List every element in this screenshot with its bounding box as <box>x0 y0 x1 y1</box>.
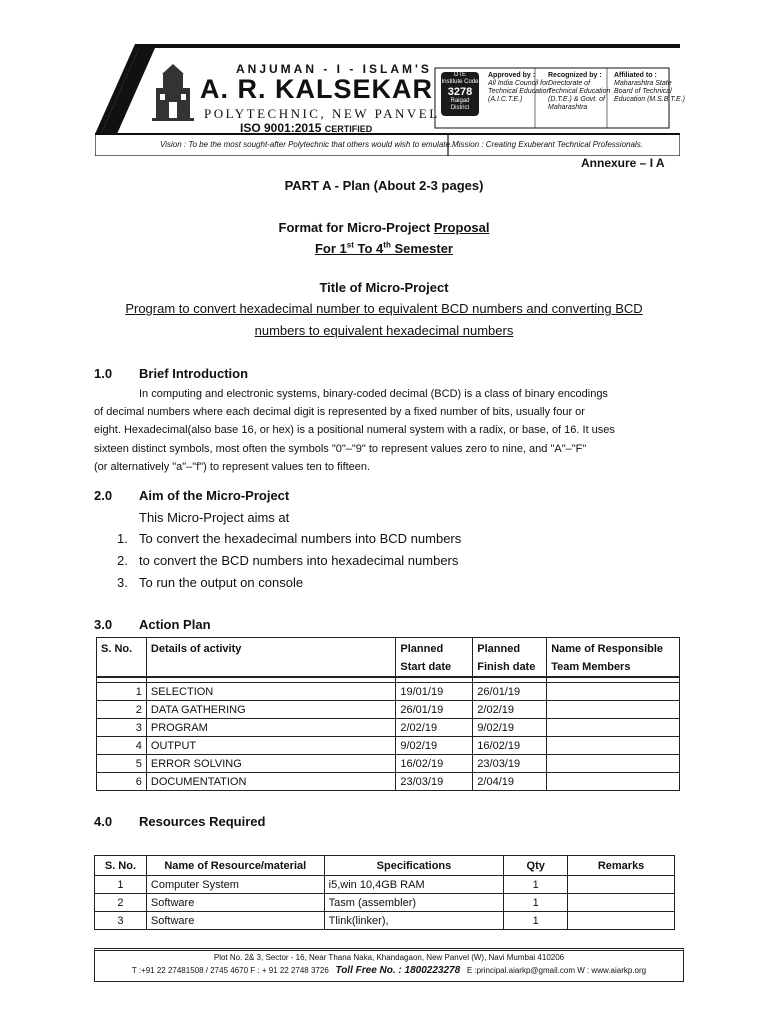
table-cell: 3 <box>95 912 147 930</box>
table-cell <box>568 912 675 930</box>
column-header: Specifications <box>324 856 504 876</box>
table-cell: 3 <box>97 719 147 737</box>
list-item: to convert the BCD numbers into hexadecimal numbers <box>139 553 459 568</box>
part-title: PART A - Plan (About 2-3 pages) <box>284 178 484 193</box>
table-cell: i5,win 10,4GB RAM <box>324 876 504 894</box>
table-cell: 26/01/19 <box>473 683 547 701</box>
list-item: To run the output on console <box>139 575 304 590</box>
column-header: Planned Start date <box>396 638 473 678</box>
footer-phone: T :+91 22 27481508 / 2745 4670 F : + 91 22 2748 3726 <box>131 966 329 975</box>
table-cell <box>568 894 675 912</box>
table-cell: 19/01/19 <box>396 683 473 701</box>
recognized-by: Recognized by : Directorate of Technical Education (D.T.E.) & Govt. of Maharashtra <box>548 72 611 111</box>
footer-toll-free: Toll Free No. : 1800223278 <box>335 965 461 976</box>
footer-email-web: E :principal.aiarkp@gmail.com W : www.aiarkp.org <box>466 966 647 975</box>
table-cell: 1 <box>504 894 568 912</box>
table-cell: DOCUMENTATION <box>146 773 395 791</box>
table-header-row <box>95 856 675 876</box>
section-number: 4.0 <box>94 814 113 829</box>
column-header: Remarks <box>568 856 675 876</box>
paragraph-line: (or alternatively "a"–"f") to represent values ten to fifteen. <box>94 460 371 473</box>
action-plan-table <box>96 637 680 791</box>
column-header: Qty <box>504 856 568 876</box>
table-cell: 1 <box>504 876 568 894</box>
table-cell: 26/01/19 <box>396 701 473 719</box>
table-cell: 5 <box>97 755 147 773</box>
resources-table <box>94 855 675 930</box>
section-heading: Brief Introduction <box>139 366 249 381</box>
iso-certification: ISO 9001:2015 CERTIFIED <box>240 121 373 135</box>
list-number: 1. <box>117 531 128 546</box>
table-cell: 23/03/19 <box>473 755 547 773</box>
section-number: 2.0 <box>94 488 113 503</box>
table-row <box>95 876 675 894</box>
paragraph-line: of decimal numbers where each decimal digit is represented by a fixed number of bits, usually four or <box>94 406 585 419</box>
mission-statement: Mission : Creating Exuberant Technical Professionals. <box>452 140 643 149</box>
paragraph-line: eight. Hexadecimal(also base 16, or hex) is a positional numeral system with a radix, or base, of 16. It uses <box>94 424 615 437</box>
table-cell: 9/02/19 <box>473 719 547 737</box>
page-footer <box>94 948 684 982</box>
footer-address: Plot No. 2& 3, Sector - 16, Near Thana Naka, Khandagaon, New Panvel (W), Navi Mumbai 410206 <box>213 953 565 962</box>
table-cell: Tlink(linker), <box>324 912 504 930</box>
table-cell: 23/03/19 <box>396 773 473 791</box>
affiliated-to: Affiliated to : Maharashtra State Board of Technical Education (M.S.B.T.E.) <box>614 72 685 103</box>
table-row <box>97 773 680 791</box>
list-number: 2. <box>117 553 128 568</box>
column-header: Details of activity <box>146 638 395 678</box>
table-cell <box>547 683 680 701</box>
column-header: S. No. <box>95 856 147 876</box>
column-header: S. No. <box>97 638 147 678</box>
section-number: 1.0 <box>94 366 113 381</box>
college-emblem-icon <box>150 64 196 131</box>
table-row <box>95 894 675 912</box>
format-title: Format for Micro-Project Proposal <box>278 220 490 235</box>
column-header: Name of Resource/material <box>146 856 324 876</box>
table-cell: 2/02/19 <box>473 701 547 719</box>
table-cell: 1 <box>95 876 147 894</box>
list-item: To convert the hexadecimal numbers into BCD numbers <box>139 531 462 546</box>
table-cell: 2/04/19 <box>473 773 547 791</box>
table-cell <box>547 701 680 719</box>
table-cell: 2/02/19 <box>396 719 473 737</box>
paragraph-line: sixteen distinct symbols, most often the symbols "0"–"9" to represent values zero to nine, and "A"–"F" <box>94 442 587 455</box>
campus-name: POLYTECHNIC, NEW PANVEL <box>204 106 440 121</box>
semester-line: For 1st To 4th Semester <box>314 241 453 257</box>
table-cell: 16/02/19 <box>396 755 473 773</box>
table-cell: 4 <box>97 737 147 755</box>
table-cell: 1 <box>97 683 147 701</box>
table-row <box>97 701 680 719</box>
table-row <box>97 737 680 755</box>
project-title-line-2: numbers to equivalent hexadecimal numbers <box>254 323 514 338</box>
list-number: 3. <box>117 575 128 590</box>
table-cell: Software <box>146 912 324 930</box>
section-heading: Action Plan <box>139 617 211 632</box>
table-cell: 2 <box>95 894 147 912</box>
table-row <box>97 719 680 737</box>
approved-by: Approved by : All India Council for Technical Education (A.I.C.T.E.) <box>488 72 551 103</box>
college-name: A. R. KALSEKAR <box>200 74 434 104</box>
table-cell: DATA GATHERING <box>146 701 395 719</box>
paragraph-line: In computing and electronic systems, binary-coded decimal (BCD) is a class of binary encodings <box>139 388 608 400</box>
annexure-label: Annexure – I A <box>581 156 665 170</box>
column-header: Name of Responsible Team Members <box>547 638 680 678</box>
table-cell <box>547 773 680 791</box>
table-cell: Computer System <box>146 876 324 894</box>
table-header-row <box>97 638 680 678</box>
table-cell <box>547 755 680 773</box>
table-cell: 9/02/19 <box>396 737 473 755</box>
table-cell: 16/02/19 <box>473 737 547 755</box>
table-cell: 2 <box>97 701 147 719</box>
table-cell: PROGRAM <box>146 719 395 737</box>
table-cell: ERROR SOLVING <box>146 755 395 773</box>
table-row <box>95 912 675 930</box>
table-cell: 1 <box>504 912 568 930</box>
table-cell: OUTPUT <box>146 737 395 755</box>
dte-code-badge: DTE Institute Code 3278 Raigad District <box>441 72 479 116</box>
table-row <box>97 683 680 701</box>
table-cell: 6 <box>97 773 147 791</box>
table-cell: Tasm (assembler) <box>324 894 504 912</box>
footer-contacts <box>95 964 683 977</box>
aim-lead: This Micro-Project aims at <box>139 510 290 525</box>
table-cell <box>547 737 680 755</box>
section-heading: Aim of the Micro-Project <box>139 488 290 503</box>
title-heading: Title of Micro-Project <box>319 280 449 295</box>
table-cell <box>568 876 675 894</box>
vision-statement: Vision : To be the most sought-after Polytechnic that others would wish to emulate. <box>160 140 453 149</box>
section-heading: Resources Required <box>139 814 266 829</box>
table-cell: SELECTION <box>146 683 395 701</box>
organisation-name: ANJUMAN - I - ISLAM'S <box>236 62 432 76</box>
section-number: 3.0 <box>94 617 113 632</box>
table-cell <box>547 719 680 737</box>
column-header: Planned Finish date <box>473 638 547 678</box>
table-row <box>97 755 680 773</box>
intro-paragraph <box>94 385 679 476</box>
project-title-line-1: Program to convert hexadecimal number to equivalent BCD numbers and converting BCD <box>125 301 643 316</box>
table-cell: Software <box>146 894 324 912</box>
